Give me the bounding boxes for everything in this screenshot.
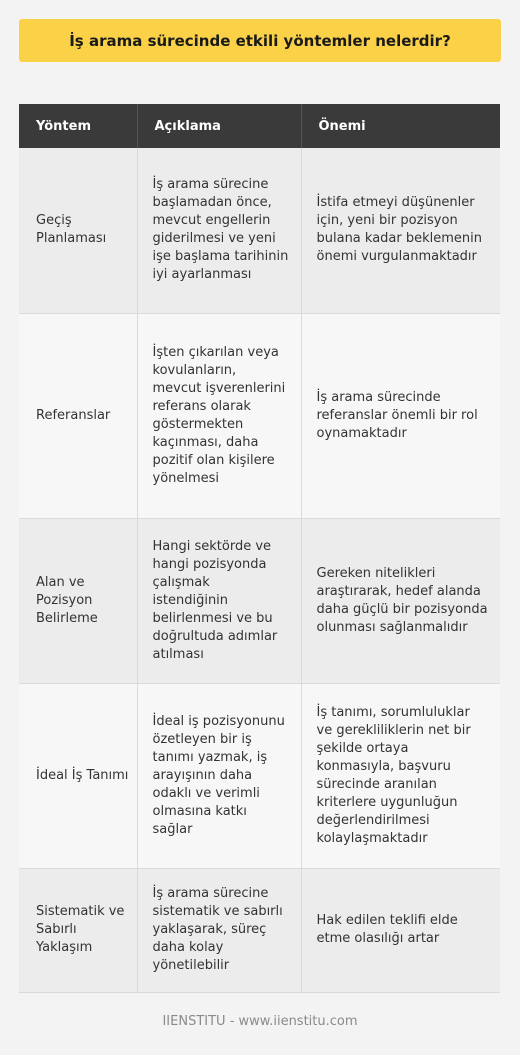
cell-description: İdeal iş pozisyonunu özetleyen bir iş tanımı yazmak, iş arayışının daha odaklı ve verimli olmasına katkı sağlar xyxy=(137,683,301,868)
cell-description: İş arama sürecine sistematik ve sabırlı yaklaşarak, süreç daha kolay yönetilebilir xyxy=(137,868,301,992)
cell-description: İşten çıkarılan veya kovulanların, mevcut işverenlerini referans olarak göstermekten kaçınması, daha pozitif olan kişilere yönelmesi xyxy=(137,313,301,518)
cell-importance: İş tanımı, sorumluluklar ve gerekliliklerin net bir şekilde ortaya konmasıyla, başvuru sürecinde aranılan kriterlere uygunluğun değerlendirilmesi kolaylaşmaktadır xyxy=(301,683,500,868)
column-header-method: Yöntem xyxy=(19,104,137,148)
column-header-description: Açıklama xyxy=(137,104,301,148)
table-row xyxy=(19,868,500,992)
table-row xyxy=(19,148,500,313)
table-row xyxy=(19,518,500,683)
cell-description: Hangi sektörde ve hangi pozisyonda çalışmak istendiğinin belirlenmesi ve bu doğrultuda adımlar atılması xyxy=(137,518,301,683)
table-header-row xyxy=(19,104,500,148)
cell-description: İş arama sürecine başlamadan önce, mevcut engellerin giderilmesi ve yeni işe başlama tarihinin iyi ayarlanması xyxy=(137,148,301,313)
methods-table xyxy=(19,104,500,993)
table-row xyxy=(19,313,500,518)
cell-method: Geçiş Planlaması xyxy=(19,148,137,313)
cell-importance: İş arama sürecinde referanslar önemli bir rol oynamaktadır xyxy=(301,313,500,518)
cell-method: İdeal İş Tanımı xyxy=(19,683,137,868)
column-header-importance: Önemi xyxy=(301,104,500,148)
cell-importance: Gereken nitelikleri araştırarak, hedef alanda daha güçlü bir pozisyonda olunması sağlanmalıdır xyxy=(301,518,500,683)
cell-importance: Hak edilen teklifi elde etme olasılığı artar xyxy=(301,868,500,992)
table-row xyxy=(19,683,500,868)
cell-method: Sistematik ve Sabırlı Yaklaşım xyxy=(19,868,137,992)
footer-credit: IIENSTITU - www.iienstitu.com xyxy=(162,1014,358,1029)
title-banner xyxy=(19,19,501,62)
page-title: İş arama sürecinde etkili yöntemler nelerdir? xyxy=(69,31,451,50)
cell-method: Referanslar xyxy=(19,313,137,518)
cell-method: Alan ve Pozisyon Belirleme xyxy=(19,518,137,683)
cell-importance: İstifa etmeyi düşünenler için, yeni bir pozisyon bulana kadar beklemenin önemi vurgulanmaktadır xyxy=(301,148,500,313)
